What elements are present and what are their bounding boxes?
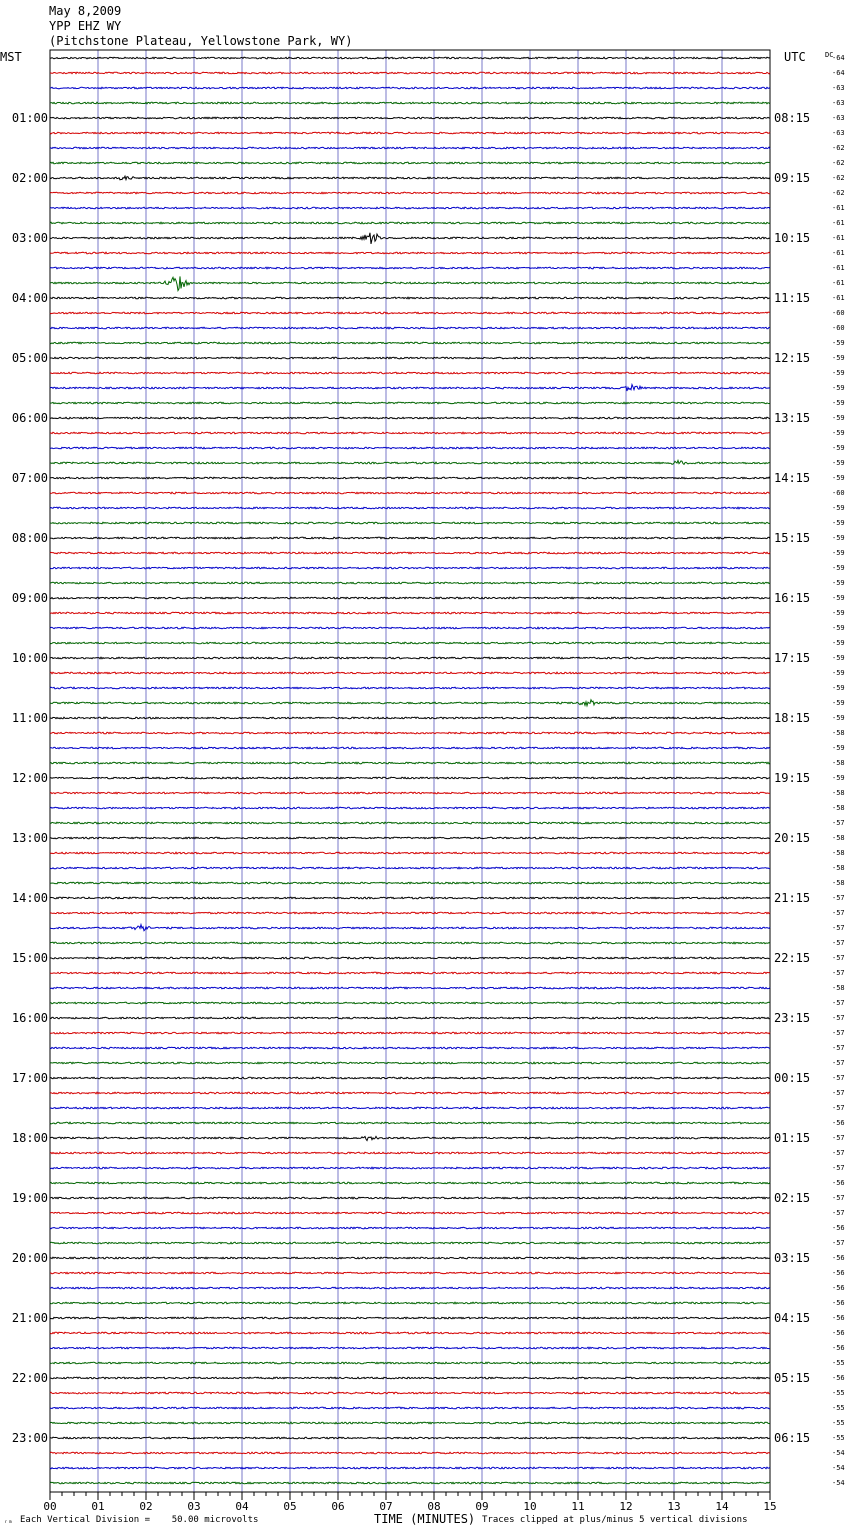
mst-hour-label: 18:00 <box>11 1131 48 1145</box>
dc-offset-title: DC <box>825 51 834 59</box>
dc-offset-value: -57 <box>832 1059 845 1067</box>
trace-line <box>50 252 770 254</box>
dc-offset-value: -59 <box>832 639 845 647</box>
dc-offset-value: -55 <box>832 1434 845 1442</box>
dc-offset-value: -56 <box>832 1119 845 1127</box>
trace-line <box>50 1437 770 1439</box>
dc-offset-value: -59 <box>832 414 845 422</box>
dc-offset-value: -59 <box>832 399 845 407</box>
dc-offset-value: -56 <box>832 1374 845 1382</box>
dc-offset-value: -55 <box>832 1389 845 1397</box>
trace-line <box>50 882 770 884</box>
trace-line <box>50 612 770 614</box>
trace-line <box>50 1272 770 1274</box>
x-tick-label: 10 <box>523 1500 537 1513</box>
utc-hour-label: 04:15 <box>774 1311 811 1325</box>
dc-offset-value: -56 <box>832 1269 845 1277</box>
dc-offset-value: -59 <box>832 564 845 572</box>
trace-line <box>50 672 770 674</box>
utc-hour-label: 14:15 <box>774 471 811 485</box>
dc-offset-value: -56 <box>832 1314 845 1322</box>
utc-hour-label: 01:15 <box>774 1131 811 1145</box>
mst-hour-label: 04:00 <box>11 291 48 305</box>
trace-line <box>50 342 770 344</box>
dc-offset-value: -58 <box>832 984 845 992</box>
trace-line <box>50 385 770 391</box>
dc-offset-value: -56 <box>832 1179 845 1187</box>
trace-line <box>50 1347 770 1349</box>
dc-offset-value: -57 <box>832 819 845 827</box>
trace-line <box>50 700 770 706</box>
station-code: YPP EHZ WY <box>49 19 122 33</box>
trace-line <box>50 897 770 899</box>
utc-hour-label: 11:15 <box>774 291 811 305</box>
mst-hour-label: 13:00 <box>11 831 48 845</box>
trace-line <box>50 1212 770 1214</box>
trace-line <box>50 417 770 419</box>
dc-offset-value: -64 <box>832 69 845 77</box>
trace-line <box>50 1317 770 1319</box>
trace-line <box>50 402 770 404</box>
dc-offset-value: -59 <box>832 384 845 392</box>
dc-offset-value: -57 <box>832 924 845 932</box>
dc-offset-value: -57 <box>832 969 845 977</box>
mst-hour-label: 03:00 <box>11 231 48 245</box>
mst-hour-label: 06:00 <box>11 411 48 425</box>
dc-offset-value: -57 <box>832 909 845 917</box>
trace-line <box>50 1077 770 1079</box>
utc-axis-title: UTC <box>784 50 806 64</box>
utc-hour-label: 09:15 <box>774 171 811 185</box>
dc-offset-value: -62 <box>832 159 845 167</box>
trace-line <box>50 460 770 464</box>
trace-line <box>50 1302 770 1304</box>
dc-offset-value: -59 <box>832 339 845 347</box>
dc-offset-value: -61 <box>832 219 845 227</box>
dc-offset-value: -58 <box>832 864 845 872</box>
dc-offset-value: -59 <box>832 369 845 377</box>
trace-line <box>50 582 770 584</box>
dc-offset-value: -57 <box>832 894 845 902</box>
trace-line <box>50 732 770 734</box>
dc-offset-value: -58 <box>832 759 845 767</box>
dc-offset-value: -63 <box>832 129 845 137</box>
utc-hour-label: 02:15 <box>774 1191 811 1205</box>
mst-hour-label: 20:00 <box>11 1251 48 1265</box>
dc-offset-value: -61 <box>832 249 845 257</box>
dc-offset-value: -57 <box>832 1209 845 1217</box>
mst-hour-label: 19:00 <box>11 1191 48 1205</box>
trace-line <box>50 552 770 554</box>
trace-line <box>50 312 770 314</box>
trace-line <box>50 233 770 244</box>
mst-hour-label: 16:00 <box>11 1011 48 1025</box>
trace-line <box>50 522 770 524</box>
dc-offset-value: -59 <box>832 684 845 692</box>
dc-offset-value: -60 <box>832 489 845 497</box>
trace-line <box>50 1167 770 1169</box>
trace-line <box>50 222 770 224</box>
mst-hour-label: 23:00 <box>11 1431 48 1445</box>
trace-line <box>50 147 770 149</box>
utc-hour-label: 21:15 <box>774 891 811 905</box>
dc-offset-value: -59 <box>832 714 845 722</box>
x-axis-label: TIME (MINUTES) <box>374 1512 476 1526</box>
trace-line <box>50 297 770 299</box>
utc-hour-label: 15:15 <box>774 531 811 545</box>
utc-hour-label: 22:15 <box>774 951 811 965</box>
plot-frame <box>50 50 770 1492</box>
dc-offset-value: -60 <box>832 309 845 317</box>
dc-offset-value: -63 <box>832 84 845 92</box>
dc-offset-value: -59 <box>832 669 845 677</box>
dc-offset-value: -57 <box>832 1014 845 1022</box>
dc-offset-value: -61 <box>832 234 845 242</box>
trace-line <box>50 432 770 434</box>
dc-offset-value: -58 <box>832 879 845 887</box>
x-tick-label: 07 <box>379 1500 393 1513</box>
dc-offset-value: -59 <box>832 354 845 362</box>
dc-offset-value: -59 <box>832 459 845 467</box>
dc-offset-value: -56 <box>832 1344 845 1352</box>
dc-offset-value: -59 <box>832 429 845 437</box>
trace-line <box>50 267 770 269</box>
utc-hour-label: 00:15 <box>774 1071 811 1085</box>
utc-hour-label: 12:15 <box>774 351 811 365</box>
trace-line <box>50 1482 770 1484</box>
trace-line <box>50 1107 770 1109</box>
dc-offset-value: -57 <box>832 954 845 962</box>
dc-offset-value: -61 <box>832 294 845 302</box>
trace-line <box>50 537 770 539</box>
trace-line <box>50 1152 770 1154</box>
trace-line <box>50 912 770 914</box>
trace-line <box>50 777 770 779</box>
dc-offset-value: -61 <box>832 204 845 212</box>
dc-offset-value: -58 <box>832 849 845 857</box>
trace-line <box>50 176 770 180</box>
trace-line <box>50 1392 770 1394</box>
mst-hour-label: 21:00 <box>11 1311 48 1325</box>
trace-line <box>50 447 770 449</box>
dc-offset-value: -59 <box>832 549 845 557</box>
x-tick-label: 14 <box>715 1500 729 1513</box>
utc-hour-label: 23:15 <box>774 1011 811 1025</box>
trace-line <box>50 1017 770 1019</box>
mst-hour-label: 07:00 <box>11 471 48 485</box>
trace-line <box>50 717 770 719</box>
trace-line <box>50 852 770 854</box>
trace-line <box>50 627 770 629</box>
trace-line <box>50 327 770 329</box>
trace-line <box>50 207 770 209</box>
trace-line <box>50 597 770 599</box>
utc-hour-label: 03:15 <box>774 1251 811 1265</box>
mst-hour-label: 14:00 <box>11 891 48 905</box>
utc-hour-label: 18:15 <box>774 711 811 725</box>
x-tick-label: 15 <box>763 1500 777 1513</box>
dc-offset-value: -62 <box>832 144 845 152</box>
trace-line <box>50 762 770 764</box>
trace-line <box>50 925 770 931</box>
trace-line <box>50 372 770 374</box>
dc-offset-value: -57 <box>832 1164 845 1172</box>
mst-hour-label: 15:00 <box>11 951 48 965</box>
dc-offset-value: -56 <box>832 1254 845 1262</box>
trace-line <box>50 1092 770 1094</box>
trace-line <box>50 1257 770 1259</box>
dc-offset-value: -55 <box>832 1404 845 1412</box>
mst-hour-label: 22:00 <box>11 1371 48 1385</box>
corner-mark: ᵣₘ <box>4 1517 13 1525</box>
x-tick-label: 01 <box>91 1500 105 1513</box>
trace-line <box>50 792 770 794</box>
mst-hour-label: 11:00 <box>11 711 48 725</box>
trace-line <box>50 822 770 824</box>
x-tick-label: 02 <box>139 1500 153 1513</box>
trace-line <box>50 57 770 59</box>
dc-offset-value: -58 <box>832 804 845 812</box>
utc-hour-label: 08:15 <box>774 111 811 125</box>
trace-line <box>50 957 770 959</box>
dc-offset-value: -58 <box>832 729 845 737</box>
x-tick-label: 12 <box>619 1500 633 1513</box>
trace-line <box>50 87 770 89</box>
trace-line <box>50 642 770 644</box>
dc-offset-value: -57 <box>832 939 845 947</box>
mst-hour-label: 10:00 <box>11 651 48 665</box>
trace-line <box>50 276 770 290</box>
x-tick-label: 13 <box>667 1500 681 1513</box>
trace-line <box>50 1332 770 1334</box>
dc-offset-value: -57 <box>832 1104 845 1112</box>
trace-line <box>50 987 770 989</box>
dc-offset-value: -59 <box>832 744 845 752</box>
dc-offset-value: -56 <box>832 1329 845 1337</box>
trace-line <box>50 567 770 569</box>
trace-line <box>50 132 770 134</box>
dc-offset-value: -64 <box>832 54 845 62</box>
dc-offset-value: -59 <box>832 534 845 542</box>
dc-offset-value: -57 <box>832 999 845 1007</box>
mst-hour-label: 02:00 <box>11 171 48 185</box>
dc-offset-value: -59 <box>832 699 845 707</box>
dc-offset-value: -59 <box>832 624 845 632</box>
trace-line <box>50 192 770 194</box>
x-tick-label: 06 <box>331 1500 345 1513</box>
trace-line <box>50 492 770 494</box>
mst-hour-label: 09:00 <box>11 591 48 605</box>
dc-offset-value: -59 <box>832 579 845 587</box>
x-tick-label: 09 <box>475 1500 489 1513</box>
x-tick-label: 05 <box>283 1500 297 1513</box>
mst-hour-label: 01:00 <box>11 111 48 125</box>
utc-hour-label: 20:15 <box>774 831 811 845</box>
dc-offset-value: -57 <box>832 1029 845 1037</box>
trace-line <box>50 1422 770 1424</box>
trace-line <box>50 1122 770 1124</box>
trace-line <box>50 1452 770 1454</box>
dc-offset-value: -60 <box>832 324 845 332</box>
trace-line <box>50 102 770 104</box>
utc-hour-label: 13:15 <box>774 411 811 425</box>
dc-offset-value: -55 <box>832 1419 845 1427</box>
dc-offset-value: -57 <box>832 1089 845 1097</box>
dc-offset-value: -63 <box>832 99 845 107</box>
station-location: (Pitchstone Plateau, Yellowstone Park, WY) <box>49 34 353 48</box>
dc-offset-value: -56 <box>832 1284 845 1292</box>
trace-line <box>50 747 770 749</box>
dc-offset-value: -59 <box>832 609 845 617</box>
x-tick-label: 00 <box>43 1500 57 1513</box>
clip-note: Traces clipped at plus/minus 5 vertical divisions <box>482 1515 748 1525</box>
trace-line <box>50 477 770 479</box>
trace-line <box>50 1467 770 1469</box>
mst-hour-label: 12:00 <box>11 771 48 785</box>
trace-line <box>50 867 770 869</box>
utc-hour-label: 19:15 <box>774 771 811 785</box>
mst-hour-label: 05:00 <box>11 351 48 365</box>
dc-offset-value: -59 <box>832 654 845 662</box>
trace-line <box>50 1407 770 1409</box>
dc-offset-value: -56 <box>832 1299 845 1307</box>
trace-line <box>50 807 770 809</box>
x-tick-label: 08 <box>427 1500 441 1513</box>
trace-line <box>50 1047 770 1049</box>
trace-line <box>50 162 770 164</box>
utc-hour-label: 06:15 <box>774 1431 811 1445</box>
utc-hour-label: 16:15 <box>774 591 811 605</box>
utc-hour-label: 05:15 <box>774 1371 811 1385</box>
trace-line <box>50 1287 770 1289</box>
trace-line <box>50 687 770 689</box>
trace-line <box>50 1002 770 1004</box>
trace-line <box>50 1062 770 1064</box>
utc-hour-label: 10:15 <box>774 231 811 245</box>
trace-line <box>50 1377 770 1379</box>
dc-offset-value: -57 <box>832 1149 845 1157</box>
dc-offset-value: -57 <box>832 1044 845 1052</box>
trace-line <box>50 1362 770 1364</box>
dc-offset-value: -54 <box>832 1479 845 1487</box>
trace-line <box>50 507 770 509</box>
utc-hour-label: 17:15 <box>774 651 811 665</box>
dc-offset-value: -58 <box>832 789 845 797</box>
dc-offset-value: -61 <box>832 264 845 272</box>
trace-line <box>50 1197 770 1199</box>
dc-offset-value: -59 <box>832 504 845 512</box>
dc-offset-value: -59 <box>832 444 845 452</box>
dc-offset-value: -59 <box>832 774 845 782</box>
trace-line <box>50 837 770 839</box>
trace-line <box>50 117 770 119</box>
dc-offset-value: -55 <box>832 1359 845 1367</box>
dc-offset-value: -58 <box>832 834 845 842</box>
trace-line <box>50 1032 770 1034</box>
dc-offset-value: -56 <box>832 1224 845 1232</box>
dc-offset-value: -57 <box>832 1239 845 1247</box>
x-tick-label: 04 <box>235 1500 249 1513</box>
trace-line <box>50 1242 770 1244</box>
dc-offset-value: -57 <box>832 1134 845 1142</box>
trace-line <box>50 357 770 359</box>
dc-offset-value: -54 <box>832 1464 845 1472</box>
x-tick-label: 11 <box>571 1500 585 1513</box>
dc-offset-value: -62 <box>832 174 845 182</box>
mst-hour-label: 17:00 <box>11 1071 48 1085</box>
mst-hour-label: 08:00 <box>11 531 48 545</box>
dc-offset-value: -57 <box>832 1194 845 1202</box>
scale-note: Each Vertical Division = 50.00 microvolts <box>20 1515 259 1525</box>
dc-offset-value: -63 <box>832 114 845 122</box>
dc-offset-value: -57 <box>832 1074 845 1082</box>
trace-line <box>50 1227 770 1229</box>
trace-line <box>50 72 770 74</box>
trace-line <box>50 1136 770 1140</box>
dc-offset-value: -62 <box>832 189 845 197</box>
trace-line <box>50 1182 770 1184</box>
dc-offset-value: -61 <box>832 279 845 287</box>
dc-offset-value: -59 <box>832 474 845 482</box>
plot-date: May 8,2009 <box>49 4 122 18</box>
dc-offset-value: -54 <box>832 1449 845 1457</box>
mst-axis-title: MST <box>0 50 22 64</box>
trace-line <box>50 942 770 944</box>
x-tick-label: 03 <box>187 1500 201 1513</box>
dc-offset-value: -59 <box>832 519 845 527</box>
trace-line <box>50 657 770 659</box>
trace-line <box>50 972 770 974</box>
dc-offset-value: -59 <box>832 594 845 602</box>
